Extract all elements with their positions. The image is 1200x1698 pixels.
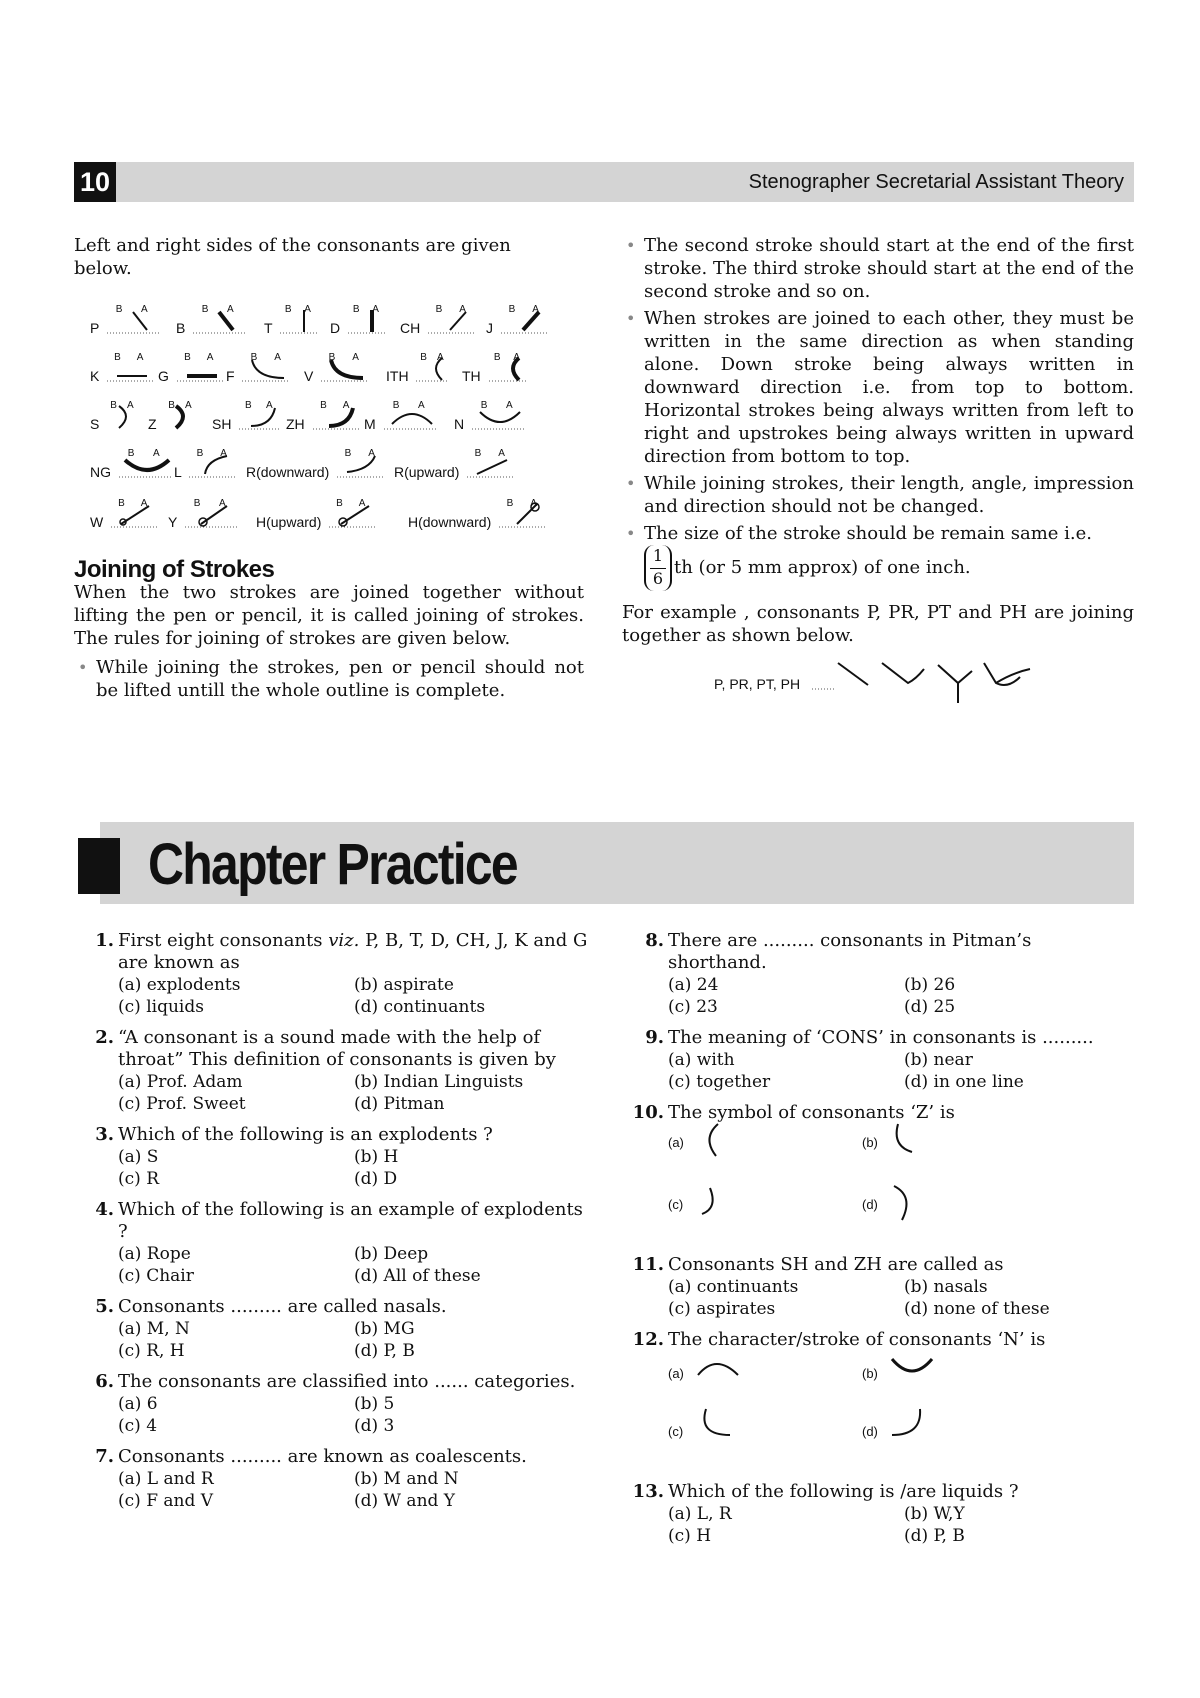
right-side-marker: A [418,400,425,411]
right-side-marker: A [140,498,148,509]
joining-bullet-3: • When strokes are joined to each other, they must be written in the same direction as when standing alone. Down stroke being always written in downward direction i.e. from top to bottom. Horizontal strokes being always written from left to right and upstrokes being always written in upward direction from bottom to top. [622,307,1134,468]
right-side-marker: A [358,498,366,509]
joining-left [74,558,584,702]
q5-option-d[interactable]: (d) P, B [354,1341,415,1361]
joining-bullet-2: • The second stroke should start at the end of the first stroke. The third stroke should start at the end of the second stroke and so on. [622,234,1134,303]
right-side-marker: A [136,352,144,363]
q10-option-d[interactable]: (d) [862,1194,878,1216]
consonant-r-downward: R(downward) B A [246,448,375,480]
right-side-marker: A [206,352,214,363]
q6-option-d[interactable]: (d) 3 [354,1416,395,1436]
questions-left [95,930,590,1521]
right-side-marker: A [220,448,227,459]
q11-option-b[interactable]: (b) nasals [904,1277,988,1297]
question-7: 7. Consonants ......... are known as coalescents. (a) L and R (b) M and N (c) F and V (d) W and Y [118,1446,590,1512]
q2-option-b[interactable]: (b) Indian Linguists [354,1072,524,1092]
size-rule-post: th (or 5 mm approx) of one inch. [674,557,971,578]
right-side-marker: A [532,304,539,315]
q5-option-b[interactable]: (b) MG [354,1319,415,1339]
right-side-marker: A [372,304,379,315]
q9-option-d[interactable]: (d) in one line [904,1072,1024,1092]
right-side-marker: A [513,352,520,363]
consonant-l: L B A [174,448,227,480]
chart-row-3 [90,398,590,438]
right-side-marker: A [127,400,134,411]
q4-option-c[interactable]: (c) Chair [118,1266,194,1286]
consonant-d: D B A [330,304,379,336]
consonant-y: Y B A [168,498,226,530]
question-3: 3. Which of the following is an explodents ? (a) S (b) H (c) R (d) D [118,1124,590,1190]
chapter-title: Chapter Practice [148,832,517,897]
left-side-marker: B [328,352,336,363]
left-side-marker: B [506,498,514,509]
q11-option-c[interactable]: (c) aspirates [668,1299,776,1319]
left-side-marker: B [245,400,252,411]
left-side-marker: B [193,498,201,509]
q11-option-a[interactable]: (a) continuants [668,1277,799,1297]
question-8: 8. There are ......... consonants in Pitman’s shorthand. (a) 24 (b) 26 (c) 23 (d) 25 [668,930,1134,1018]
consonant-h-upward: H(upward) B A [256,500,379,530]
q1-option-d[interactable]: (d) continuants [354,997,486,1017]
consonant-j: J B A [486,304,539,336]
joining-bullet-4: • While joining strokes, their length, angle, impression and direction should not be changed. [622,472,1134,518]
question-2: 2. “A consonant is a sound made with the help of throat” This definition of consonants is given by (a) Prof. Adam (b) Indian Linguists (c) Prof. Sweet (d) Pitman [118,1027,590,1115]
joining-heading: Joining of Strokes [74,556,275,583]
left-side-marker: B [420,352,427,363]
right-side-marker: A [342,400,350,411]
q10-option-a[interactable]: (a) [668,1132,684,1154]
right-side-marker: A [274,352,281,363]
q13-option-a[interactable]: (a) L, R [668,1504,732,1524]
book-title: Stenographer Secretarial Assistant Theory [748,171,1124,193]
q6-option-b[interactable]: (b) 5 [354,1394,395,1414]
q10-stroke-options [668,1128,1134,1248]
fraction-one-sixth: $\frac{1}{6}$ [644,545,672,591]
left-side-marker: B [127,448,135,459]
chapter-marker [78,838,120,894]
left-side-marker: B [344,448,352,459]
right-side-marker: A [153,448,160,459]
joining-example-strokes [812,659,1052,707]
q5-option-a[interactable]: (a) M, N [118,1319,190,1339]
consonant-th: TH B A [462,352,520,384]
right-side-marker: A [266,400,273,411]
right-side-marker: A [437,352,444,363]
right-side-marker: A [185,400,192,411]
chart-row-2 [90,350,590,390]
right-side-marker: A [141,304,148,315]
question-10: 10. The symbol of consonants ‘Z’ is (a) (b) (c) (d) [668,1102,1134,1248]
q7-option-a[interactable]: (a) L and R [118,1469,214,1489]
consonant-g: G B A [158,352,214,384]
right-side-marker: A [530,498,537,509]
q10-option-b[interactable]: (b) [862,1132,878,1154]
q4-option-b[interactable]: (b) Deep [354,1244,429,1264]
consonant-w: W B A [90,498,148,530]
q3-option-d[interactable]: (d) D [354,1169,398,1189]
q12-option-d[interactable]: (d) [862,1421,878,1443]
joining-example [622,657,1134,713]
q4-option-d[interactable]: (d) All of these [354,1266,481,1286]
q4-option-a[interactable]: (a) Rope [118,1244,191,1264]
consonant-chart [90,302,590,542]
left-side-marker: B [250,352,258,363]
q2-option-c[interactable]: (c) Prof. Sweet [118,1094,246,1114]
consonant-s: S B A [90,400,134,432]
right-side-marker: A [498,448,505,459]
left-side-marker: B [284,304,292,315]
consonant-p: P B A [90,304,148,336]
chart-row-4 [90,446,590,486]
question-1: 1. First eight consonants viz. P, B, T, D, CH, J, K and G are known as (a) explodents (b) aspirate (c) liquids (d) continuants [118,930,590,1018]
consonant-b: B B A [176,304,234,336]
right-side-marker: A [219,498,226,509]
joining-bullet-5 [622,522,1134,591]
consonant-k: K B A [90,352,144,384]
q12-option-a[interactable]: (a) [668,1363,684,1385]
joining-paragraph: When the two strokes are joined together without lifting the pen or pencil, it is called joining of strokes. The rules for joining of strokes are given below. [74,582,584,649]
question-4: 4. Which of the following is an example of explodents ? (a) Rope (b) Deep (c) Chair (d) All of these [118,1199,590,1287]
right-side-marker: A [459,304,466,315]
q13-option-c[interactable]: (c) H [668,1526,712,1546]
left-side-marker: B [493,352,501,363]
q6-option-c[interactable]: (c) 4 [118,1416,158,1436]
q7-option-b[interactable]: (b) M and N [354,1469,459,1489]
q13-option-b[interactable]: (b) W,Y [904,1504,965,1524]
question-9: 9. The meaning of ‘CONS’ in consonants is ......... (a) with (b) near (c) together (d) in one line [668,1027,1134,1093]
left-side-marker: B [474,448,482,459]
q9-option-c[interactable]: (c) together [668,1072,771,1092]
q12-stroke-options [668,1355,1134,1475]
left-side-marker: B [115,304,123,315]
q3-option-c[interactable]: (c) R [118,1169,159,1189]
chart-row-1 [90,302,590,342]
right-side-marker: A [304,304,311,315]
question-5: 5. Consonants ......... are called nasals. (a) M, N (b) MG (c) R, H (d) P, B [118,1296,590,1362]
left-side-marker: B [508,304,516,315]
question-6: 6. The consonants are classified into ...... categories. (a) 6 (b) 5 (c) 4 (d) 3 [118,1371,590,1437]
q12-option-b[interactable]: (b) [862,1363,878,1385]
q8-option-c[interactable]: (c) 23 [668,997,718,1017]
chart-row-5 [90,496,590,536]
left-side-marker: B [480,400,488,411]
joining-right [622,234,1134,713]
q1-option-c[interactable]: (c) liquids [118,997,204,1017]
left-side-marker: B [320,400,327,411]
left-side-marker: B [336,498,343,509]
consonant-z: Z B A [148,400,192,432]
left-side-marker: B [392,400,400,411]
question-13: 13. Which of the following is /are liquids ? (a) L, R (b) W,Y (c) H (d) P, B [668,1481,1134,1547]
consonant-n: N B A [454,402,528,432]
right-side-marker: A [352,352,359,363]
q13-option-d[interactable]: (d) P, B [904,1526,965,1546]
q12-option-c[interactable]: (c) [668,1421,683,1443]
left-side-marker: B [168,400,175,411]
q5-option-c[interactable]: (c) R, H [118,1341,185,1361]
q2-option-a[interactable]: (a) Prof. Adam [118,1072,243,1092]
q3-option-b[interactable]: (b) H [354,1147,399,1167]
q10-option-c[interactable]: (c) [668,1194,683,1216]
example-text: For example , consonants P, PR, PT and PH are joining together as shown below. [622,602,1134,646]
left-side-marker: B [435,304,443,315]
left-side-marker: B [201,304,209,315]
q7-option-d[interactable]: (d) W and Y [354,1491,456,1511]
consonant-sh: SH B A [212,402,285,432]
q6-option-a[interactable]: (a) 6 [118,1394,158,1414]
consonant-f: F B A [226,354,294,384]
q1-option-a[interactable]: (a) explodents [118,975,241,995]
questions-right [632,930,1134,1547]
q11-option-d[interactable]: (d) none of these [904,1299,1050,1319]
q9-option-b[interactable]: (b) near [904,1050,973,1070]
example-label: P, PR, PT, PH [714,676,801,692]
right-side-marker: A [368,448,375,459]
question-12: 12. The character/stroke of consonants ‘N’ is (a) (b) (c) (d) [668,1329,1134,1475]
left-side-marker: B [196,448,204,459]
consonant-r-upward: R(upward) B A [394,450,519,480]
q7-option-c[interactable]: (c) F and V [118,1491,214,1511]
page-number: 10 [74,162,116,202]
question-11: 11. Consonants SH and ZH are called as (a) continuants (b) nasals (c) aspirates (d) none of these [668,1254,1134,1320]
left-side-marker: B [184,352,191,363]
joining-bullet-1: • While joining the strokes, pen or pencil should not be lifted untill the whole outline is complete. [74,656,584,702]
q8-option-a[interactable]: (a) 24 [668,975,719,995]
consonant-zh: ZH B A [286,402,363,432]
consonant-ith: ITH B A [386,352,444,384]
consonant-v: V B A [304,354,373,384]
consonant-t: T B A [264,304,311,336]
q3-option-a[interactable]: (a) S [118,1147,159,1167]
q8-option-b[interactable]: (b) 26 [904,975,956,995]
consonant-m: M B A [364,402,440,432]
right-side-marker: A [227,304,234,315]
q9-option-a[interactable]: (a) with [668,1050,735,1070]
left-side-marker: B [114,352,121,363]
intro-block [74,234,574,280]
left-side-marker: B [352,304,360,315]
left-side-marker: B [118,498,125,509]
q2-option-d[interactable]: (d) Pitman [354,1094,445,1114]
size-rule-pre: The size of the stroke should be remain same i.e. [644,523,1092,544]
left-side-marker: B [110,400,117,411]
right-side-marker: A [506,400,513,411]
consonant-h-downward: H(downward) B A [408,500,551,530]
q1-option-b[interactable]: (b) aspirate [354,975,454,995]
q8-option-d[interactable]: (d) 25 [904,997,956,1017]
consonant-ch: CH B A [400,304,466,336]
consonant-ng: NG B A [90,450,175,480]
intro-text: Left and right sides of the consonants are given below. [74,235,511,279]
